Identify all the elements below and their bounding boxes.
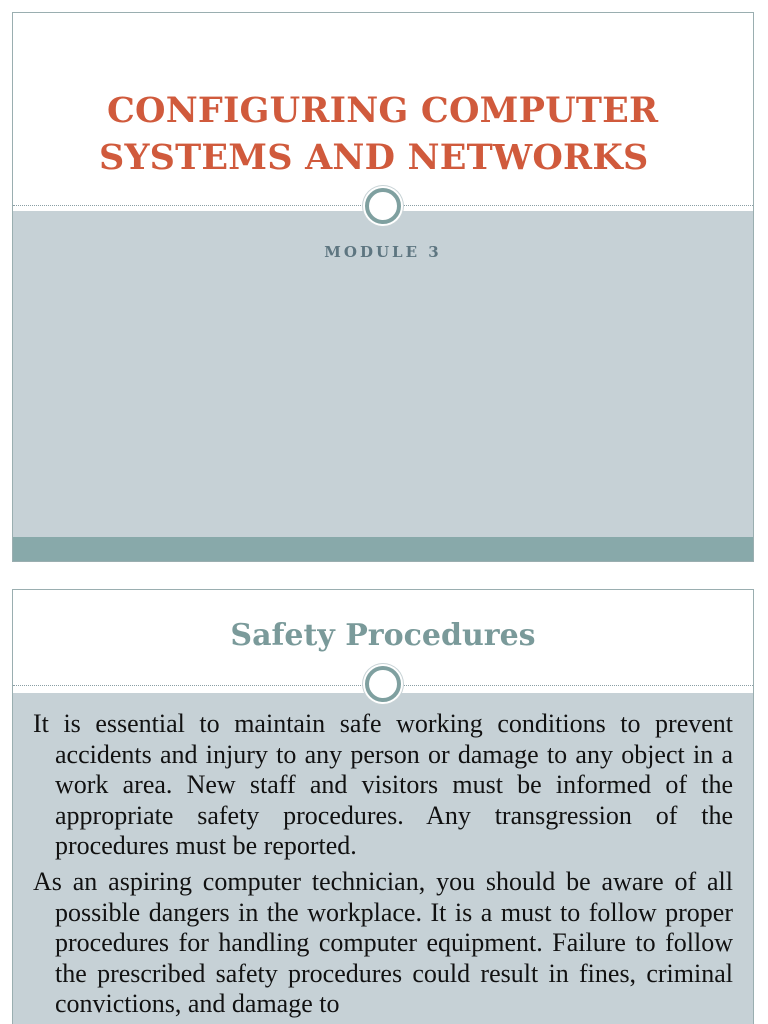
title-line-1: CONFIGURING COMPUTER: [107, 90, 659, 131]
circle-ornament-icon: [365, 188, 401, 224]
slide-content: [33, 709, 733, 1024]
slide-title-heading: [99, 87, 699, 181]
paragraph: As an aspiring computer technician, you should be aware of all possible dangers in the workplace. It is a must to follow proper procedures for handling computer equipment. Failure to follow the prescribed safety procedures could result in fines, criminal convictions, and damage to: [33, 866, 733, 1019]
slide-subtitle: MODULE 3: [324, 243, 442, 261]
slide-safety-procedures: [12, 589, 754, 1024]
slide-title: [12, 12, 754, 562]
accent-bar: [13, 537, 753, 562]
slide-title-header: [13, 13, 753, 206]
circle-ornament-icon: [365, 666, 401, 702]
slide-heading: Safety Procedures: [230, 618, 536, 653]
paragraph: It is essential to maintain safe working conditions to prevent accidents and injury to any person or damage to any object in a work area. New staff and visitors must be informed of the appropriate safety procedures. Any transgression of the procedures must be reported.: [33, 709, 733, 861]
title-line-2: SYSTEMS AND NETWORKS: [99, 137, 649, 178]
